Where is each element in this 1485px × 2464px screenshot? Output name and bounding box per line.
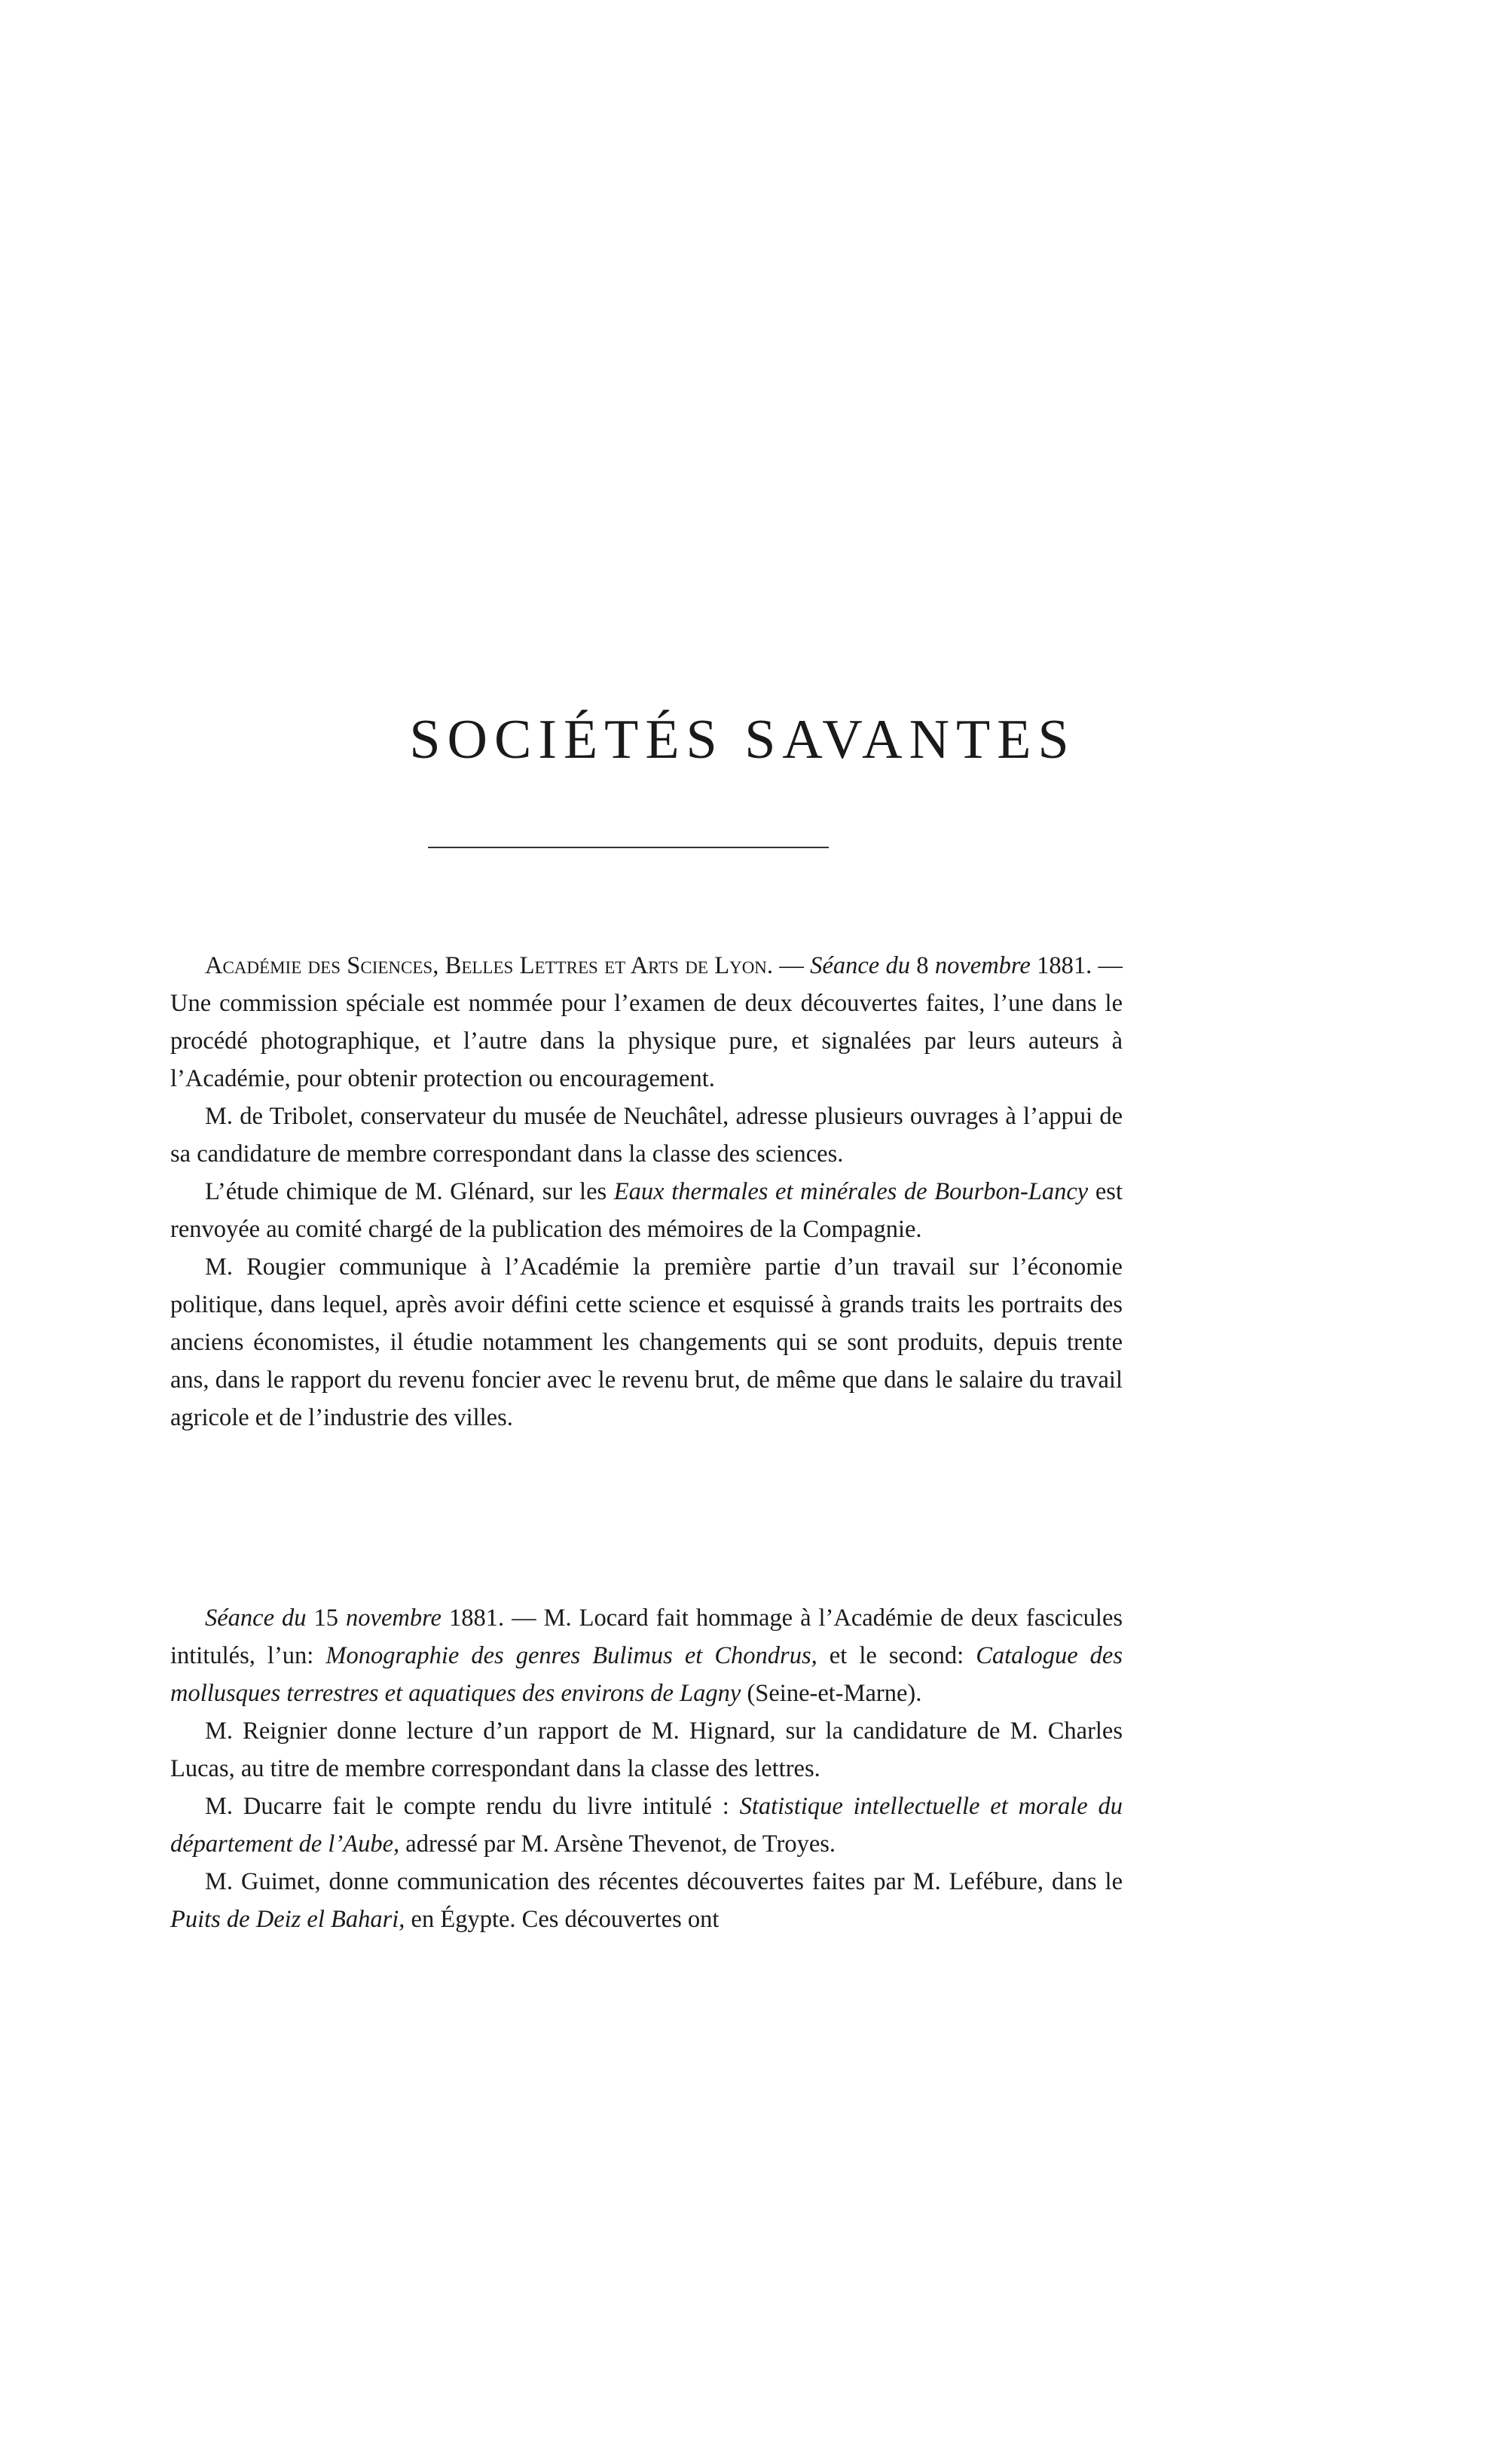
paragraph — [170, 1863, 1123, 1938]
session-month: novembre — [346, 1605, 442, 1632]
title-divider — [428, 847, 829, 848]
session-year: 1881. — [441, 1605, 505, 1632]
paragraph-text: L’étude chimique de M. Glénard, sur les — [205, 1178, 614, 1205]
paragraph-text: Une commission spéciale est nommée pour l’examen de deux découvertes faites, l’une dans le procédé photographique, et l’autre dans la physique pure, et signalées par leurs auteurs à l’Académie, pour obtenir protection ou encouragement. — [170, 990, 1123, 1092]
work-title: Catalogue des mollusques terrestres et aquatiques des environs de Lagny — [170, 1642, 1123, 1707]
paragraph-text: est renvoyée au comité chargé de la publication des mémoires de la Compagnie. — [170, 1178, 1123, 1243]
place-name: Puits de Deiz el Bahari, — [170, 1906, 405, 1933]
paragraph — [170, 1173, 1123, 1248]
separator: — — [773, 952, 811, 979]
session-day: 15 — [306, 1605, 347, 1632]
paragraph-text: et le second: — [817, 1642, 976, 1669]
paragraph-text: M. Locard fait hommage à l’Académie de deux fascicules intitulés, l’un: — [170, 1605, 1123, 1669]
paragraph: M. de Tribolet, conservateur du musée de Neuchâtel, adresse plusieurs ouvrages à l’appui de sa candidature de membre correspondant dans la classe des sciences. — [170, 1103, 1123, 1168]
paragraph: M. Rougier communique à l’Académie la première partie d’un travail sur l’économie politique, dans lequel, après avoir défini cette science et esquissé à grands traits les portraits des anciens économistes, il étudie notamment les changements qui se sont produits, depuis trente ans, dans le rapport du revenu foncier avec le revenu brut, de même que dans le salaire du travail agricole et de l’industrie des villes. — [170, 1253, 1123, 1431]
paragraph-text: adressé par M. Arsène Thevenot, de Troyes. — [399, 1830, 836, 1858]
paragraph: M. Reignier donne lecture d’un rapport de M. Hignard, sur la candidature de M. Charles Lucas, au titre de membre correspondant dans la classe des lettres. — [170, 1717, 1123, 1782]
paragraph-text: M. Ducarre fait le compte rendu du livre intitulé : — [205, 1793, 740, 1820]
session-label: Séance du — [205, 1605, 307, 1632]
session-day: 8 — [909, 952, 935, 979]
paragraph — [170, 947, 1123, 1098]
session-month: novembre — [934, 952, 1031, 979]
session-label: Séance du — [810, 952, 910, 979]
page-title: SOCIÉTÉS SAVANTES — [409, 709, 1076, 771]
paragraph-text: (Seine-et-Marne). — [741, 1680, 922, 1707]
work-title: Monographie des genres Bulimus et Chondrus, — [325, 1642, 817, 1669]
paragraph — [170, 1788, 1123, 1863]
work-title: Statistique intellectuelle et morale du département de l’Aube, — [170, 1793, 1123, 1858]
work-title: Eaux thermales et minérales de Bourbon-Lancy — [613, 1178, 1089, 1205]
separator: — — [1092, 952, 1123, 979]
session-year: 1881. — [1030, 952, 1092, 979]
society-name: Académie des Sciences, Belles Lettres et Arts de Lyon. — [205, 952, 774, 979]
session-8-november — [170, 947, 1123, 1437]
paragraph — [170, 1599, 1123, 1712]
paragraph-text: en Égypte. Ces découvertes ont — [405, 1906, 720, 1933]
session-15-november — [170, 1599, 1123, 1938]
separator: — — [504, 1605, 544, 1632]
paragraph-text: M. Guimet, donne communication des récentes découvertes faites par M. Lefébure, dans le — [205, 1868, 1123, 1895]
